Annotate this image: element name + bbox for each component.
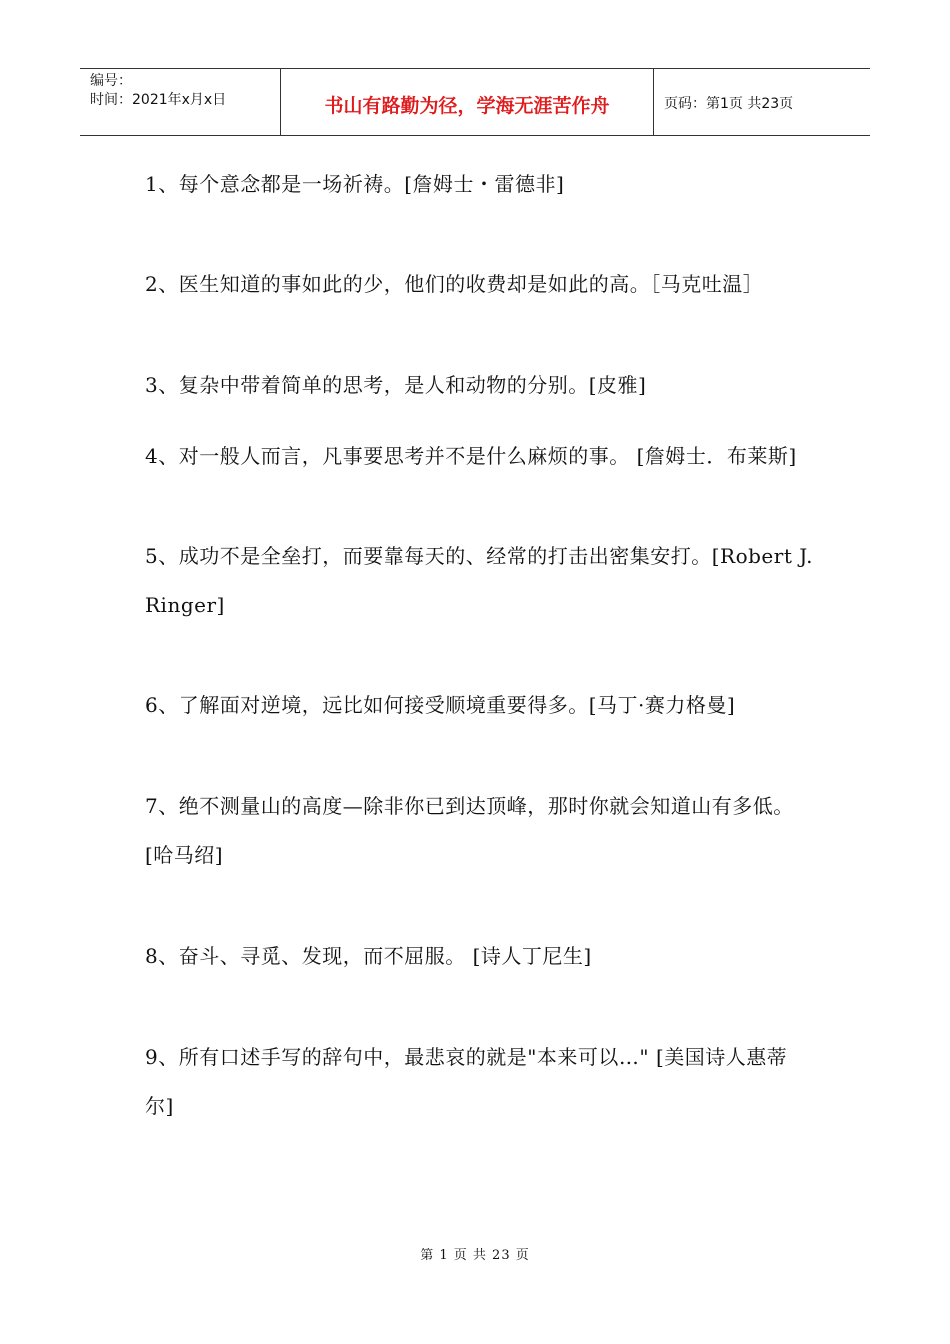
quote-item: 4、对一般人而言，凡事要思考并不是什么麻烦的事。 [詹姆士．布莱斯] [145,444,797,468]
header-meta [80,69,281,135]
quote-item: 6、了解面对逆境，远比如何接受顺境重要得多。[马丁·赛力格曼] [145,693,736,717]
quote-item: 1、每个意念都是一场祈祷。[詹姆士・雷德非] [145,172,565,196]
quote-item: 7、绝不测量山的高度—除非你已到达顶峰，那时你就会知道山有多低。 [哈马绍] [145,794,794,867]
page-header [80,68,870,136]
page-footer: 第 1 页 共 23 页 [420,1248,530,1263]
quote-item: 3、复杂中带着简单的思考，是人和动物的分别。[皮雅] [145,373,647,397]
quote-item: 5、成功不是全垒打，而要靠每天的、经常的打击出密集安打。[Robert J. Ringer] [145,544,814,617]
header-page-info: 页码：第1页 共23页 [664,96,794,112]
header-motto: 书山有路勤为径，学海无涯苦作舟 [281,69,654,135]
quote-list [145,160,815,1131]
number-label: 编号： [90,73,132,89]
quote-item: 2、医生知道的事如此的少，他们的收费却是如此的高。［马克吐温］ [145,272,764,296]
quote-item: 8、奋斗、寻觅、发现，而不屈服。 [诗人丁尼生] [145,944,592,968]
quote-item: 9、所有口述手写的辞句中，最悲哀的就是"本来可以…" [美国诗人惠蒂尔] [145,1045,788,1118]
time-label: 时间：2021年x月x日 [90,92,227,108]
